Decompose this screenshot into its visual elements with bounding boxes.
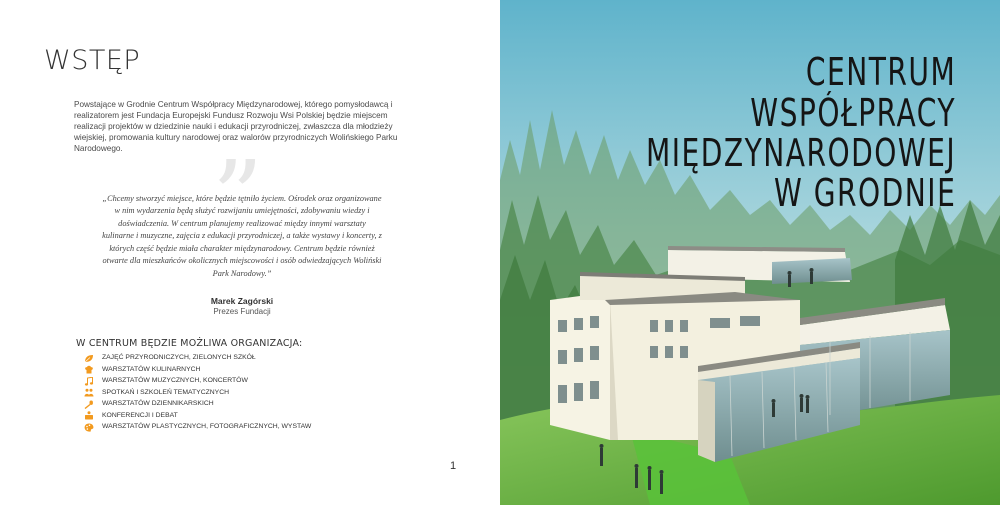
list-item [84,375,311,387]
list-item [84,387,311,399]
activity-label: WARSZTATÓW KULINARNYCH [102,365,201,373]
title-line: MIĘDZYNARODOWEJ [645,131,956,175]
activity-label: WARSZTATÓW MUZYCZNYCH, KONCERTÓW [102,377,248,384]
list-item [84,364,311,376]
founder-quote: „Chcemy stworzyć miejsce, które będzie tętniło życiem. Ośrodek oraz organizowane w nim wydarzenia będą służyć rozwijaniu umiejętności, zdobywaniu wiedzy i doświadczenia. W centrum planujemy realizować między innymi warsztaty kulinarne i muzyczne, zajęcia z edukacji przyrodniczej, a także wystawy i koncerty, z których część będzie miała charakter międzynarodowy. Centrum będzie również otwarte dla mieszkańców okolicznych miejscowości i osób odwiedzających Woliński Park Narodowy.” [102,194,382,278]
list-item [84,410,311,422]
quotation-mark-icon: ” [212,139,264,256]
list-item [84,352,311,364]
list-item [84,398,311,410]
activity-list [84,352,311,433]
music-note-icon [84,377,94,386]
microphone-icon [84,400,94,409]
organization-title: W CENTRUM BĘDZIE MOŻLIWA ORGANIZACJA: [76,338,303,349]
list-item [84,421,311,433]
activity-label: SPOTKAŃ I SZKOLEŃ TEMATYCZNYCH [102,388,230,396]
right-page [500,0,1000,505]
activity-label: WARSZTATÓW PLASTYCZNYCH, FOTOGRAFICZNYCH, WYSTAW [102,423,312,430]
title-line: W GRODNIE [773,171,956,215]
quote-author-name: Marek Zagórski [210,296,274,306]
conference-icon [84,411,94,420]
activity-label: WARSZTATÓW DZIENNIKARSKICH [102,400,214,407]
page-heading: WSTĘP [44,45,141,76]
meeting-icon [84,388,94,397]
chef-hat-icon [84,365,94,374]
title-line: CENTRUM [805,50,956,94]
activity-label: KONFERENCJI I DEBAT [102,411,178,419]
intro-paragraph: Powstające w Grodnie Centrum Współpracy Międzynarodowej, którego pomysłodawcą i realizatorem jest Fundacja Europejski Fundusz Rozwoju Wsi Polskiej będzie miejscem realizacji projektów w dziedzinie nauki i edukacji przyrodniczej, zwłaszcza dla młodzieży wiejskiej, promowania kultury narodowej oraz walorów przyrodniczych Wolińskiego Parku Narodowego. [74,100,398,153]
page-number: 1 [450,460,457,472]
title-line: WSPÓŁPRACY [750,91,956,135]
palette-icon [84,423,94,432]
quote-author-role: Prezes Fundacji [213,307,271,316]
leaf-icon [84,354,94,363]
activity-label: ZAJĘĆ PRZYRODNICZYCH, ZIELONYCH SZKÓŁ [102,354,256,361]
